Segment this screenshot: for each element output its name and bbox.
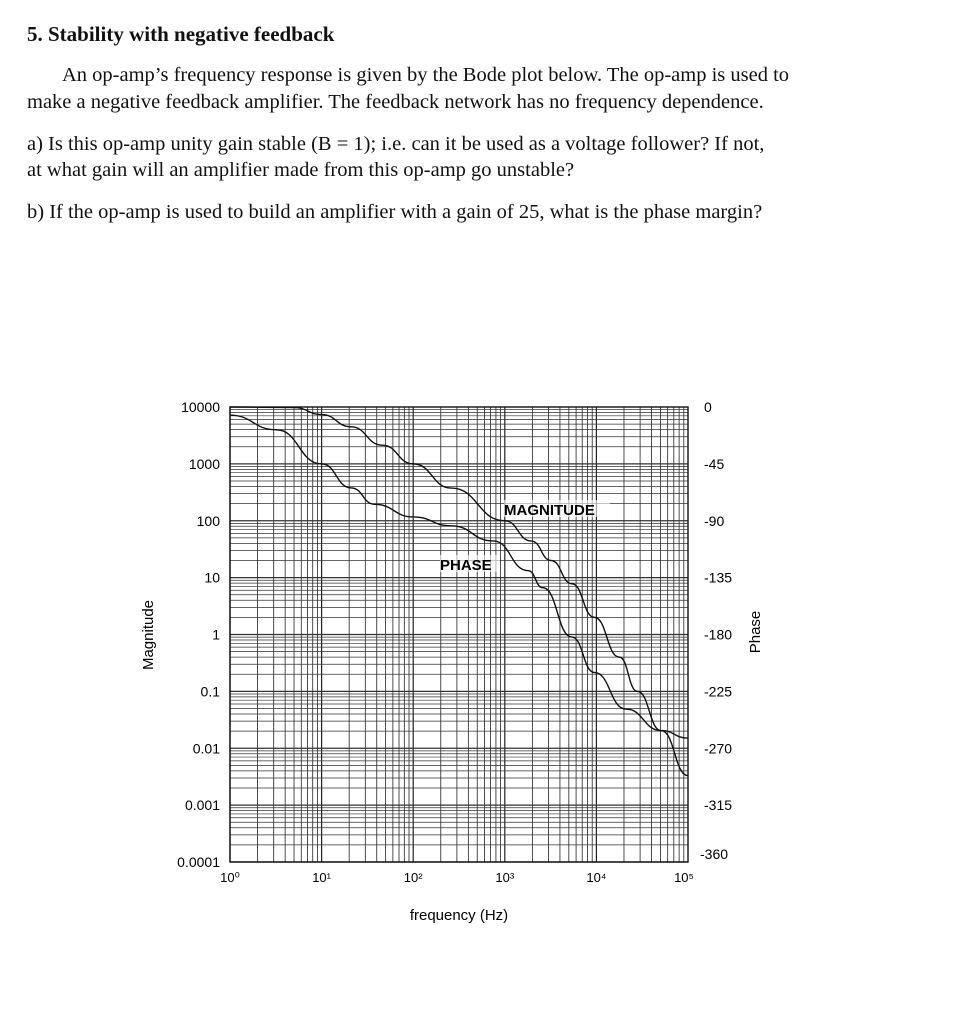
intro-text-line-1: An op-amp’s frequency response is given by the Bode plot below. The op-amp is used to (62, 64, 790, 86)
question-b: b) If the op-amp is used to build an amplifier with a gain of 25, what is the phase margin? (27, 201, 763, 223)
x-tick-label: 10¹ (312, 870, 331, 885)
x-tick-label: 10⁰ (220, 870, 240, 885)
x-tick-label: 10² (403, 870, 423, 885)
phase-annotation: PHASE (440, 557, 492, 574)
y2-tick-label: -180 (704, 626, 733, 643)
y-tick-label: 0.0001 (177, 854, 220, 870)
y2-tick-label: -135 (704, 569, 733, 586)
y2-axis-label: Phase (747, 610, 764, 654)
y2-tick-label: -90 (704, 512, 725, 529)
y-tick-label: 1000 (188, 455, 220, 472)
y2-tick-label: -45 (704, 455, 725, 472)
y2-tick-label: -225 (704, 683, 733, 700)
bode-plot (0, 380, 973, 940)
y-axis-label: Magnitude (140, 599, 157, 671)
x-tick-label: 10⁵ (674, 870, 694, 885)
problem-title: 5. Stability with negative feedback (27, 22, 335, 46)
y-tick-label: 0.1 (200, 683, 220, 700)
y2-tick-label: -315 (704, 797, 733, 814)
x-tick-label: 10³ (495, 870, 515, 885)
magnitude-annotation: MAGNITUDE (504, 502, 595, 519)
y-tick-label: 0.001 (184, 797, 220, 814)
x-axis-label: frequency (Hz) (409, 907, 509, 924)
question-a-line-2: at what gain will an amplifier made from this op-amp go unstable? (27, 159, 575, 181)
y2-tick-label: -360 (700, 846, 729, 862)
y-tick-label: 100 (196, 512, 220, 529)
y2-tick-label: -270 (704, 740, 733, 757)
y-tick-label: 10000 (181, 399, 220, 415)
y-tick-label: 1 (212, 626, 220, 643)
intro-text-line-2: make a negative feedback amplifier. The feedback network has no frequency dependence. (27, 91, 764, 113)
x-tick-label: 10⁴ (586, 870, 607, 885)
y-tick-label: 0.01 (192, 740, 220, 757)
y-tick-label: 10 (204, 569, 220, 586)
question-a-line-1: a) Is this op-amp unity gain stable (B = 1); i.e. can it be used as a voltage follower? If not, (27, 133, 765, 155)
series-line-magnitude (230, 407, 688, 776)
y2-tick-label: 0 (704, 399, 712, 415)
